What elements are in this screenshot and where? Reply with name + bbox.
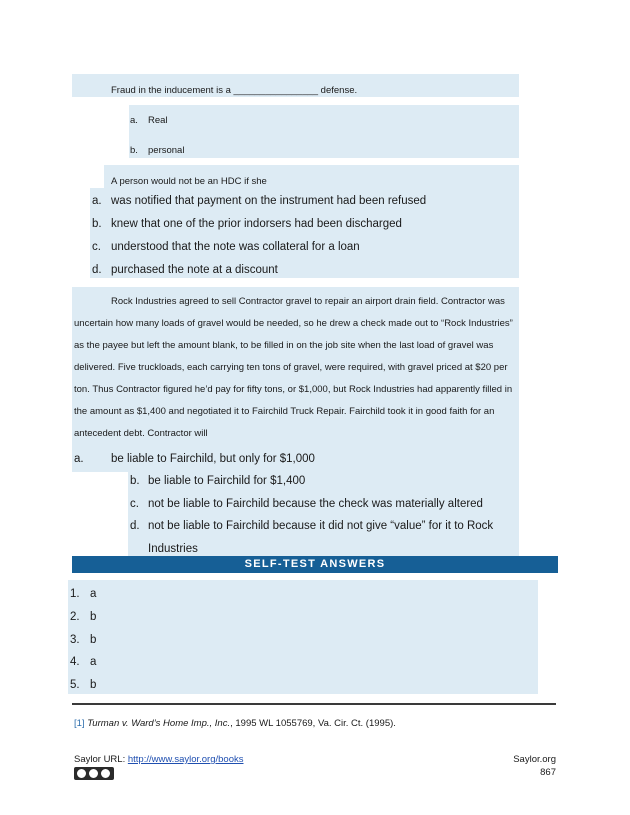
- q3-option-letter: c.: [130, 498, 139, 510]
- cc-circle-icon: [76, 768, 87, 779]
- q3-stem-line: uncertain how many loads of gravel would be needed, so he drew a check made out to “Rock Industries”: [74, 318, 513, 329]
- answer-number: 4.: [70, 656, 80, 668]
- q1-option-text: personal: [148, 145, 185, 156]
- nc-sa-circle-icon: [100, 768, 111, 779]
- footnote: [74, 718, 396, 729]
- q3-option-text: not be liable to Fairchild because it did not give “value” for it to Rock: [148, 520, 494, 532]
- answer-value: b: [90, 611, 97, 623]
- question-1-stem: Fraud in the inducement is a ________________ defense.: [111, 85, 358, 96]
- q3-option-letter: b.: [130, 475, 140, 487]
- answer-value: a: [90, 588, 97, 600]
- answer-value: b: [90, 679, 97, 691]
- q3-stem-line: the amount as $1,400 and negotiated it to Fairchild Truck Repair. Fairchild took it in good faith for an: [74, 406, 495, 417]
- answer-number: 3.: [70, 634, 80, 646]
- saylor-books-link[interactable]: http://www.saylor.org/books: [127, 754, 244, 765]
- q1-option-letter: a.: [130, 115, 138, 126]
- page-number: 867: [540, 767, 556, 778]
- answers-box: [68, 580, 538, 694]
- q1-option-text: Real: [148, 115, 168, 126]
- question-2-stem: A person would not be an HDC if she: [111, 176, 267, 187]
- creative-commons-license-icon: [74, 767, 114, 780]
- self-test-answers-heading: SELF-TEST ANSWERS: [72, 556, 558, 573]
- q3-option-text: be liable to Fairchild for $1,400: [148, 475, 306, 487]
- question-1-options-box: [129, 105, 519, 158]
- q3-stem-line: as the payee but left the amount blank, to be filled in on the job site when the last load of gravel was: [74, 340, 494, 351]
- q3-option-letter: d.: [130, 520, 140, 532]
- answer-number: 5.: [70, 679, 80, 691]
- q1-option-letter: b.: [130, 145, 138, 156]
- q2-option-text: purchased the note at a discount: [111, 264, 278, 276]
- q3-stem-line: Rock Industries agreed to sell Contractor gravel to repair an airport drain field. Contractor was: [111, 296, 505, 307]
- answer-value: a: [90, 656, 97, 668]
- footer-url-label: Saylor URL:: [74, 754, 128, 765]
- q3-option-text: be liable to Fairchild, but only for $1,000: [111, 453, 315, 465]
- q3-option-letter: a.: [74, 453, 84, 465]
- q2-option-letter: b.: [92, 218, 102, 230]
- q3-option-text: not be liable to Fairchild because the check was materially altered: [148, 498, 483, 510]
- q2-option-text: knew that one of the prior indorsers had been discharged: [111, 218, 402, 230]
- answer-value: b: [90, 634, 97, 646]
- footnote-case-name: Turman v. Ward’s Home Imp., Inc.: [87, 718, 231, 729]
- question-3-stem: [74, 291, 519, 445]
- q3-option-text-continuation: Industries: [148, 543, 198, 555]
- by-circle-icon: [88, 768, 99, 779]
- footer-url: [74, 754, 244, 765]
- footnote-divider: [72, 703, 556, 705]
- q3-stem-line: delivered. Five truckloads, each carrying ten tons of gravel, were required, with gravel priced at $20 per: [74, 362, 508, 373]
- q3-stem-line: antecedent debt. Contractor will: [74, 428, 208, 439]
- footer-site: Saylor.org: [513, 754, 556, 765]
- q3-stem-line: ton. Thus Contractor figured he’d pay for fifty tons, or $1,000, but Rock Industries had apparently filled in: [74, 384, 513, 395]
- footnote-ref-link[interactable]: [1]: [74, 718, 85, 729]
- q2-option-letter: d.: [92, 264, 102, 276]
- q2-option-text: was notified that payment on the instrument had been refused: [111, 195, 427, 207]
- footnote-citation: , 1995 WL 1055769, Va. Cir. Ct. (1995).: [230, 718, 396, 729]
- q2-option-letter: c.: [92, 241, 101, 253]
- q2-option-letter: a.: [92, 195, 102, 207]
- q2-option-text: understood that the note was collateral for a loan: [111, 241, 360, 253]
- answer-number: 2.: [70, 611, 80, 623]
- answer-number: 1.: [70, 588, 80, 600]
